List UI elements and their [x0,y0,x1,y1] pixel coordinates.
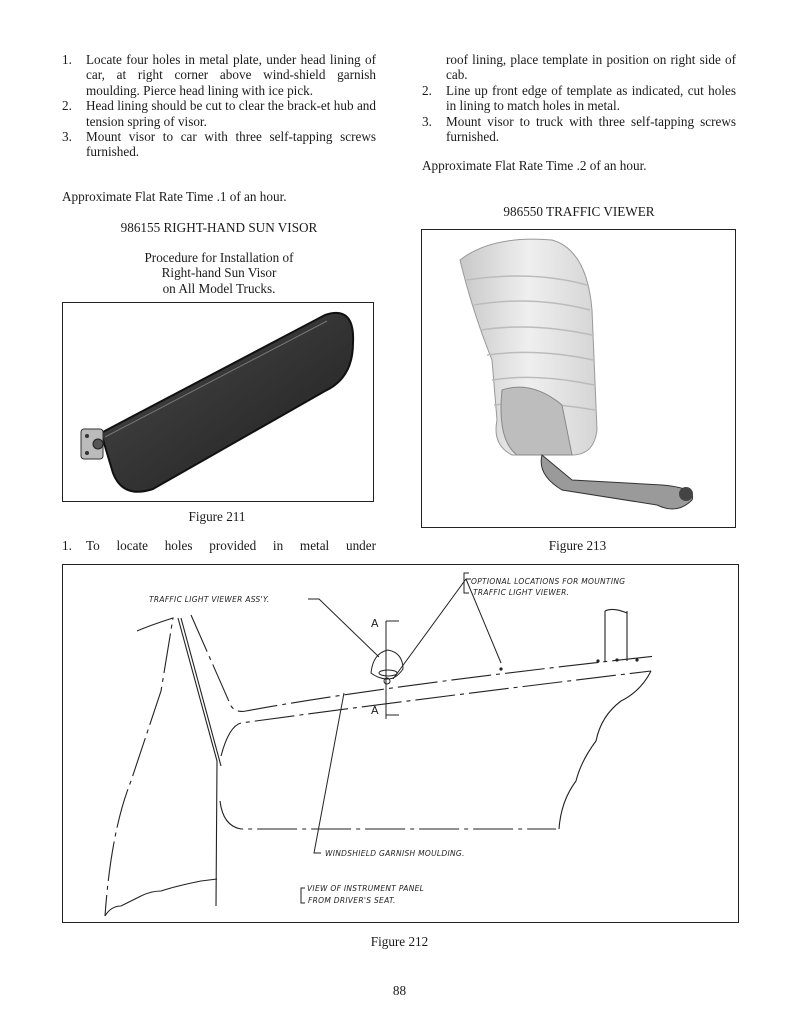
flat-rate-right: Approximate Flat Rate Time .2 of an hour. [422,158,647,173]
flat-rate-left: Approximate Flat Rate Time .1 of an hour. [62,189,287,204]
step-2-right: 2. Line up front edge of template as indicated, cut holes in lining to match holes in metal. [422,82,736,114]
step-3: 3. Mount visor to car with three self-tapping screws furnished. [62,129,376,160]
page-number: 88 [392,983,407,998]
instrument-panel-drawing [63,565,738,922]
left-step-b: 1. To locate holes provided in metal under [62,538,376,553]
section-title-traffic-viewer: 986550 TRAFFIC VIEWER [503,204,655,219]
figure-213-caption: Figure 213 [548,538,607,553]
section-title-sun-visor: 986155 RIGHT-HAND SUN VISOR [120,220,318,235]
step-2: 2. Head lining should be cut to clear the brack-et hub and tension spring of visor. [62,98,376,129]
procedure-heading: Procedure for Installation of Right-hand Sun Visor on All Model Trucks. [144,250,294,296]
sun-visor-image [63,303,373,501]
figure-213-traffic-viewer [421,229,736,528]
label-optional-locations-1: OPTIONAL LOCATIONS FOR MOUNTING [471,577,626,586]
traffic-viewer-image [422,230,735,527]
figure-211-caption: Figure 211 [188,509,246,524]
label-viewer-assy: TRAFFIC LIGHT VIEWER ASS'Y. [149,595,270,604]
label-view-1: VIEW OF INSTRUMENT PANEL [307,884,425,893]
figure-211-sun-visor [62,302,374,502]
figure-212-caption: Figure 212 [370,934,429,949]
step-3-right: 3. Mount visor to truck with three self-tapping screws furnished. [422,113,736,145]
section-marker-top: A [371,617,379,630]
step-1: 1. Locate four holes in metal plate, under head lining of car, at right corner above wind-shield garnish moulding. Pierce head lining with ice pick. [62,52,376,98]
section-marker-bottom: A [371,704,379,717]
figure-212-diagram [62,564,739,923]
right-steps [422,52,736,144]
left-steps [62,52,376,160]
continued-step: roof lining, place template in position on right side of cab. [446,52,736,83]
label-optional-locations-2: TRAFFIC LIGHT VIEWER. [473,588,570,597]
label-moulding: WINDSHIELD GARNISH MOULDING. [325,849,465,858]
label-view-2: FROM DRIVER'S SEAT. [308,896,396,905]
